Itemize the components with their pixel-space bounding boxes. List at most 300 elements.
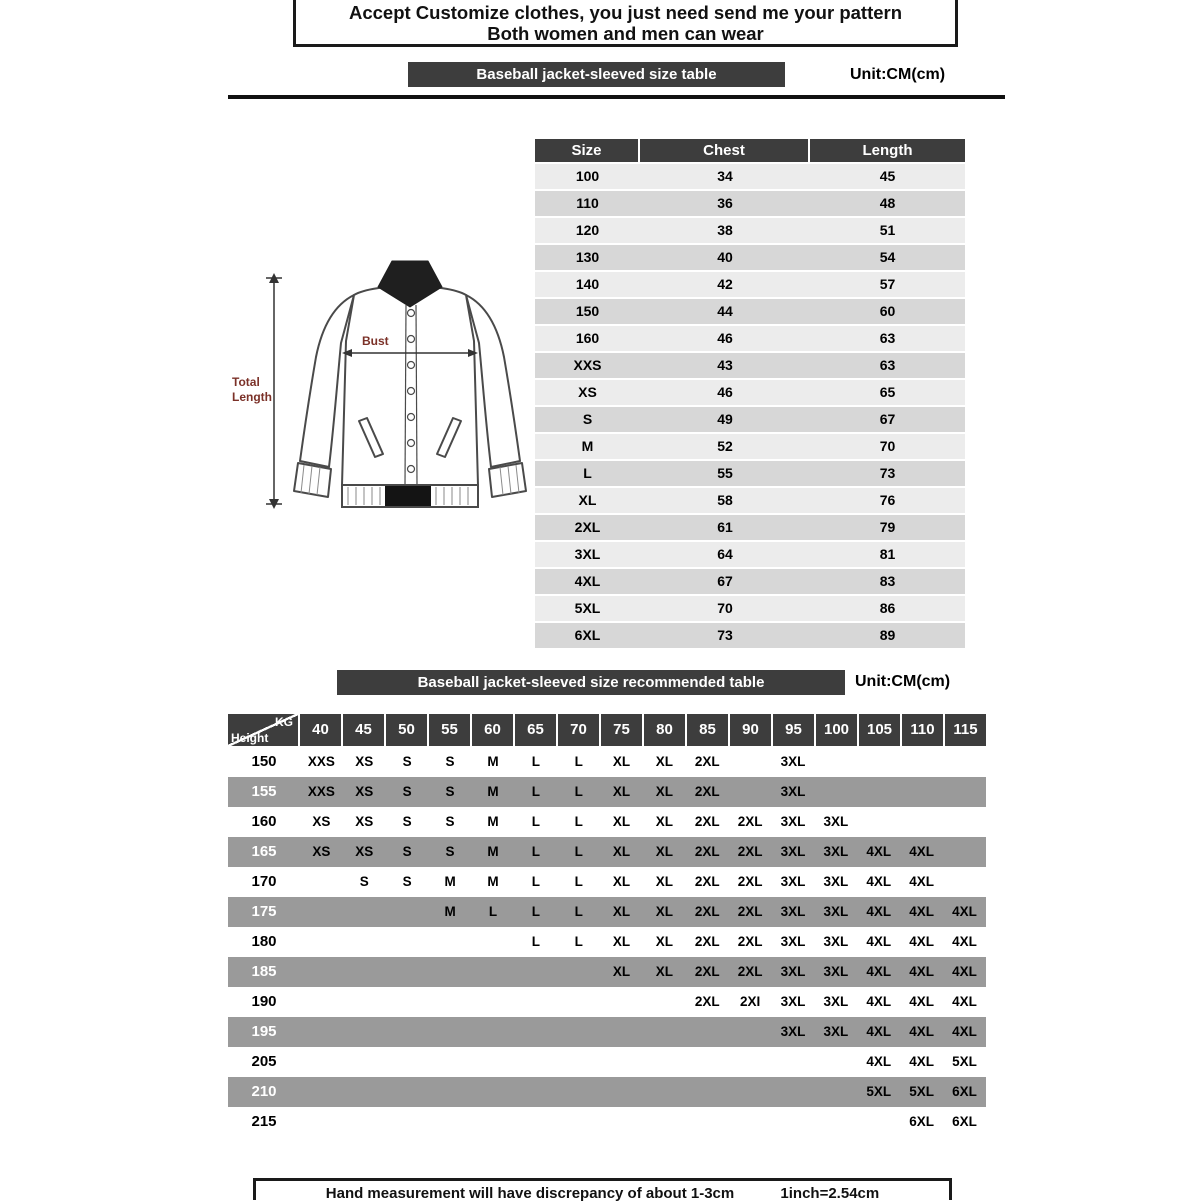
reco-table-cell: 3XL bbox=[823, 904, 849, 919]
reco-table-cell bbox=[386, 987, 429, 1017]
size-table-cell: 64 bbox=[717, 546, 733, 562]
reco-table-cell: 4XL bbox=[866, 994, 892, 1009]
size-table-cell: 60 bbox=[879, 303, 896, 319]
reco-table-kg-header: 75 bbox=[601, 714, 644, 746]
reco-table-cell: 4XL bbox=[952, 964, 977, 979]
reco-table-cell bbox=[429, 1017, 472, 1047]
reco-table-cell: L bbox=[574, 904, 583, 919]
size-table-cell: 86 bbox=[879, 600, 896, 616]
reco-table-corner-cell bbox=[228, 714, 298, 746]
reco-table-cell: XL bbox=[655, 754, 674, 769]
size-table-cell: 140 bbox=[575, 276, 600, 292]
reco-table-row bbox=[228, 957, 986, 987]
reco-table-cell: 2XL bbox=[694, 814, 720, 829]
reco-table-cell: 3XL bbox=[780, 964, 806, 979]
reco-table-cell: L bbox=[531, 934, 540, 949]
reco-table-cell bbox=[514, 1077, 557, 1107]
reco-table-kg-header: 85 bbox=[687, 714, 730, 746]
size-table-cell: 3XL bbox=[574, 546, 601, 562]
reco-table-cell bbox=[472, 1017, 515, 1047]
reco-table-cell: L bbox=[574, 814, 583, 829]
reco-table-cell: M bbox=[444, 904, 456, 919]
reco-table-cell bbox=[472, 1077, 515, 1107]
size-table-row bbox=[535, 623, 965, 648]
reco-table-cell bbox=[300, 957, 343, 987]
reco-table-row bbox=[228, 897, 986, 927]
size-table-cell: 36 bbox=[717, 195, 733, 211]
reco-table-kg-header: 110 bbox=[902, 714, 945, 746]
reco-table-cell bbox=[472, 927, 515, 957]
reco-table-cell: 2XL bbox=[694, 904, 720, 919]
reco-table-cell bbox=[300, 897, 343, 927]
reco-table-header-row bbox=[228, 714, 986, 746]
reco-table-cell: S bbox=[359, 874, 369, 889]
size-table-row bbox=[535, 542, 965, 567]
reco-table-cell: XL bbox=[655, 904, 674, 919]
reco-table-cell: 3XL bbox=[823, 934, 849, 949]
section2-title-bar bbox=[337, 670, 845, 695]
size-table-cell: XS bbox=[578, 384, 597, 400]
reco-table-cell: XL bbox=[655, 964, 674, 979]
reco-table-cell: M bbox=[444, 874, 456, 889]
reco-table-cell bbox=[815, 777, 858, 807]
size-table-cell: 67 bbox=[717, 573, 733, 589]
reco-table-cell: L bbox=[488, 904, 498, 919]
reco-table-kg-header: 70 bbox=[558, 714, 601, 746]
reco-table-kg-header: 45 bbox=[343, 714, 386, 746]
reco-table-cell: S bbox=[402, 874, 412, 889]
reco-table-cell bbox=[729, 1017, 772, 1047]
reco-table-cell: 2XL bbox=[694, 844, 720, 859]
reco-table-cell bbox=[600, 1107, 643, 1137]
size-table-row bbox=[535, 299, 965, 324]
reco-table-cell: 4XL bbox=[952, 1024, 977, 1039]
size-table-cell: XXS bbox=[573, 357, 602, 373]
reco-table-cell bbox=[472, 1107, 515, 1137]
size-table-cell: 6XL bbox=[574, 627, 601, 643]
reco-table-height-cell: 150 bbox=[251, 753, 277, 770]
reco-table-cell bbox=[300, 1077, 343, 1107]
reco-table-cell: 4XL bbox=[909, 934, 935, 949]
reco-table-cell: 2XL bbox=[737, 904, 763, 919]
reco-table-cell: 3XL bbox=[780, 874, 806, 889]
reco-table-cell bbox=[343, 927, 386, 957]
reco-table-height-cell: 165 bbox=[251, 843, 277, 860]
reco-table-cell bbox=[429, 1107, 472, 1137]
section1-title-bar bbox=[408, 62, 785, 87]
reco-table-cell: 2XL bbox=[737, 934, 763, 949]
reco-table-cell bbox=[429, 1047, 472, 1077]
reco-table-cell bbox=[643, 1047, 686, 1077]
reco-table-cell: L bbox=[574, 874, 583, 889]
size-table-row bbox=[535, 434, 965, 459]
reco-table-cell bbox=[514, 1017, 557, 1047]
size-table-cell: 63 bbox=[879, 357, 896, 373]
reco-table-height-cell: 170 bbox=[251, 873, 277, 890]
reco-table-cell bbox=[900, 807, 943, 837]
section1-title: Baseball jacket-sleeved size table bbox=[476, 66, 717, 83]
reco-table-cell bbox=[815, 1077, 858, 1107]
reco-table-kg-header: 80 bbox=[644, 714, 687, 746]
reco-table-cell bbox=[600, 1047, 643, 1077]
reco-table-cell: L bbox=[531, 904, 540, 919]
reco-table-cell: 4XL bbox=[866, 1024, 892, 1039]
reco-table-cell bbox=[900, 747, 943, 777]
reco-table-cell: 2XL bbox=[694, 784, 720, 799]
reco-table-cell: XL bbox=[612, 934, 631, 949]
reco-table-cell: XL bbox=[612, 964, 631, 979]
reco-table-cell: S bbox=[402, 844, 412, 859]
reco-table-height-cell: 155 bbox=[251, 783, 277, 800]
size-table-cell: 70 bbox=[879, 438, 896, 454]
size-table-cell: 120 bbox=[575, 222, 600, 238]
size-recommended-table bbox=[228, 714, 986, 1137]
reco-table-row bbox=[228, 777, 986, 807]
reco-table-row bbox=[228, 987, 986, 1017]
size-table-cell: 52 bbox=[717, 438, 733, 454]
reco-table-cell bbox=[514, 1107, 557, 1137]
reco-table-cell: L bbox=[574, 934, 583, 949]
reco-table-cell bbox=[300, 927, 343, 957]
size-table-cell: 40 bbox=[717, 249, 733, 265]
reco-table-cell bbox=[686, 1017, 729, 1047]
size-table-row bbox=[535, 515, 965, 540]
size-table-cell: 65 bbox=[879, 384, 896, 400]
size-table-cell: 55 bbox=[717, 465, 733, 481]
total-length-label-line1: Total bbox=[232, 375, 260, 389]
reco-table-cell bbox=[643, 1107, 686, 1137]
reco-table-cell: 3XL bbox=[780, 904, 806, 919]
size-table-cell: 67 bbox=[879, 411, 896, 427]
reco-table-cell: M bbox=[487, 784, 499, 799]
reco-table-cell bbox=[857, 1107, 900, 1137]
reco-table-cell: XXS bbox=[307, 784, 335, 799]
size-table-cell: 5XL bbox=[574, 600, 601, 616]
reco-table-cell: S bbox=[445, 844, 455, 859]
corner-height-label: Height bbox=[231, 731, 269, 745]
reco-table-kg-header: 60 bbox=[472, 714, 515, 746]
section1-unit-label: Unit:CM(cm) bbox=[850, 66, 946, 83]
size-table-cell: 76 bbox=[879, 492, 896, 508]
reco-table-cell: 2XL bbox=[737, 814, 763, 829]
size-table-cell: 89 bbox=[879, 627, 896, 643]
size-table-cell: 49 bbox=[717, 411, 733, 427]
reco-table-cell: XL bbox=[612, 874, 631, 889]
divider-line bbox=[228, 95, 1005, 99]
reco-table-kg-header: 95 bbox=[773, 714, 816, 746]
reco-table-cell: 5XL bbox=[866, 1084, 892, 1099]
reco-table-cell bbox=[686, 1047, 729, 1077]
reco-table-cell bbox=[857, 747, 900, 777]
reco-table-cell: L bbox=[574, 754, 583, 769]
reco-table-cell: XL bbox=[612, 904, 631, 919]
reco-table-cell bbox=[300, 867, 343, 897]
reco-table-row bbox=[228, 1017, 986, 1047]
hem-dark-patch bbox=[385, 486, 431, 506]
reco-table-cell: 5XL bbox=[952, 1054, 977, 1069]
reco-table-cell: M bbox=[487, 754, 499, 769]
reco-table-cell bbox=[557, 1017, 600, 1047]
reco-table-cell bbox=[772, 1107, 815, 1137]
size-table-cell: 46 bbox=[717, 384, 733, 400]
reco-table-cell bbox=[300, 1047, 343, 1077]
reco-table-cell: 4XL bbox=[866, 964, 892, 979]
reco-table-kg-header: 65 bbox=[515, 714, 558, 746]
bottom-note-box bbox=[253, 1178, 952, 1200]
reco-table-height-cell: 195 bbox=[251, 1023, 277, 1040]
reco-table-cell bbox=[343, 1077, 386, 1107]
reco-table-cell bbox=[429, 987, 472, 1017]
reco-table-cell bbox=[300, 1017, 343, 1047]
size-table-cell: M bbox=[581, 438, 594, 454]
reco-table-kg-header: 90 bbox=[730, 714, 773, 746]
size-table-cell: 57 bbox=[879, 276, 896, 292]
reco-table-cell bbox=[857, 777, 900, 807]
reco-table-cell: 4XL bbox=[952, 994, 977, 1009]
reco-table-cell: L bbox=[531, 874, 540, 889]
reco-table-cell bbox=[943, 747, 986, 777]
reco-table-row bbox=[228, 747, 986, 777]
size-table-cell: 34 bbox=[717, 168, 733, 184]
size-table-cell: 4XL bbox=[574, 573, 601, 589]
reco-table-cell bbox=[943, 837, 986, 867]
reco-table-cell: 3XL bbox=[780, 754, 806, 769]
reco-table-cell: 2XL bbox=[694, 754, 720, 769]
reco-table-cell: 3XL bbox=[823, 814, 849, 829]
reco-table-cell bbox=[343, 897, 386, 927]
reco-table-cell: 2XL bbox=[694, 874, 720, 889]
measurement-note: Hand measurement will have discrepancy of about 1-3cm bbox=[325, 1185, 735, 1202]
reco-table-cell bbox=[729, 1047, 772, 1077]
reco-table-cell: XL bbox=[655, 844, 674, 859]
reco-table-cell bbox=[729, 1077, 772, 1107]
reco-table-cell: 4XL bbox=[866, 844, 892, 859]
reco-table-row bbox=[228, 837, 986, 867]
reco-table-cell: 3XL bbox=[823, 844, 849, 859]
size-table-cell: 150 bbox=[575, 303, 600, 319]
reco-table-height-cell: 215 bbox=[251, 1113, 277, 1130]
top-note-line1: Accept Customize clothes, you just need send me your pattern bbox=[348, 2, 903, 23]
reco-table-cell bbox=[772, 1077, 815, 1107]
reco-table-height-cell: 210 bbox=[251, 1083, 277, 1100]
jacket-measurement-diagram bbox=[222, 245, 567, 555]
size-table-row bbox=[535, 164, 965, 189]
reco-table-cell bbox=[729, 1107, 772, 1137]
reco-table-cell: 3XL bbox=[780, 844, 806, 859]
size-table-cell: 130 bbox=[575, 249, 600, 265]
reco-table-cell: XL bbox=[655, 874, 674, 889]
size-table-header-chest: Chest bbox=[640, 139, 808, 162]
reco-table-cell bbox=[729, 747, 772, 777]
reco-table-cell bbox=[386, 1077, 429, 1107]
reco-table-cell: 3XL bbox=[823, 874, 849, 889]
reco-table-cell bbox=[300, 1107, 343, 1137]
reco-table-cell: 4XL bbox=[909, 874, 935, 889]
reco-table-cell: 2XL bbox=[694, 934, 720, 949]
reco-table-cell: XL bbox=[612, 814, 631, 829]
size-table-row bbox=[535, 407, 965, 432]
inch-conversion-note: 1inch=2.54cm bbox=[780, 1185, 880, 1202]
size-table-row bbox=[535, 569, 965, 594]
reco-table-cell bbox=[429, 927, 472, 957]
total-length-label-line2: Length bbox=[232, 390, 272, 404]
reco-table-height-cell: 185 bbox=[251, 963, 277, 980]
size-table-cell: 83 bbox=[879, 573, 896, 589]
reco-table-cell bbox=[429, 957, 472, 987]
reco-table-cell: 3XL bbox=[823, 994, 849, 1009]
reco-table-cell bbox=[300, 987, 343, 1017]
reco-table-cell: 2XL bbox=[694, 994, 720, 1009]
reco-table-cell: 4XL bbox=[866, 1054, 892, 1069]
reco-table-cell bbox=[600, 1017, 643, 1047]
reco-table-cell bbox=[943, 867, 986, 897]
size-table-cell: 38 bbox=[717, 222, 733, 238]
reco-table-row bbox=[228, 1047, 986, 1077]
reco-table-cell bbox=[343, 1047, 386, 1077]
size-table-cell: S bbox=[582, 411, 593, 427]
reco-table-cell: XL bbox=[655, 784, 674, 799]
size-table-cell: 81 bbox=[879, 546, 896, 562]
reco-table-cell bbox=[643, 1077, 686, 1107]
reco-table-kg-header: 40 bbox=[300, 714, 343, 746]
size-table-cell: 2XL bbox=[574, 519, 601, 535]
reco-table-cell bbox=[472, 987, 515, 1017]
reco-table-cell bbox=[514, 957, 557, 987]
reco-table-cell bbox=[815, 747, 858, 777]
reco-table-cell: 4XL bbox=[909, 994, 935, 1009]
size-table-cell: 58 bbox=[717, 492, 733, 508]
reco-table-cell bbox=[386, 1017, 429, 1047]
size-table-cell: 63 bbox=[879, 330, 896, 346]
reco-table-cell: 4XL bbox=[952, 934, 977, 949]
reco-table-cell bbox=[557, 1107, 600, 1137]
size-table-cell: 73 bbox=[717, 627, 733, 643]
reco-table-cell: 4XL bbox=[866, 874, 892, 889]
reco-table-cell: L bbox=[531, 784, 540, 799]
reco-table-cell: S bbox=[445, 784, 455, 799]
reco-table-cell: 3XL bbox=[780, 1024, 806, 1039]
reco-table-cell bbox=[514, 987, 557, 1017]
reco-table-cell: L bbox=[531, 814, 540, 829]
reco-table-cell: 2XL bbox=[694, 964, 720, 979]
size-table-row bbox=[535, 461, 965, 486]
reco-table-cell bbox=[386, 927, 429, 957]
reco-table-height-cell: 180 bbox=[251, 933, 277, 950]
reco-table-cell bbox=[386, 1107, 429, 1137]
reco-table-cell: XS bbox=[355, 754, 374, 769]
reco-table-cell: XS bbox=[355, 844, 374, 859]
reco-table-cell bbox=[472, 957, 515, 987]
size-table-cell: 44 bbox=[717, 303, 733, 319]
reco-table-cell: XS bbox=[355, 784, 374, 799]
reco-table-cell: 4XL bbox=[866, 934, 892, 949]
reco-table-cell: 6XL bbox=[909, 1114, 935, 1129]
size-table-cell: 48 bbox=[879, 195, 896, 211]
reco-table-cell: 6XL bbox=[952, 1114, 977, 1129]
reco-table-cell: XL bbox=[612, 754, 631, 769]
reco-table-cell: 2XL bbox=[737, 964, 763, 979]
size-table-row bbox=[535, 596, 965, 621]
reco-table-cell bbox=[686, 1077, 729, 1107]
reco-table-cell: 3XL bbox=[823, 964, 849, 979]
size-table-cell: 54 bbox=[879, 249, 896, 265]
reco-table-kg-header: 105 bbox=[859, 714, 902, 746]
reco-table-cell bbox=[815, 1107, 858, 1137]
reco-table-cell: 4XL bbox=[909, 1054, 935, 1069]
size-table-cell: 79 bbox=[879, 519, 896, 535]
reco-table-cell: XL bbox=[612, 784, 631, 799]
reco-table-row bbox=[228, 1077, 986, 1107]
reco-table-cell: XL bbox=[655, 814, 674, 829]
top-note-line2: Both women and men can wear bbox=[487, 23, 764, 44]
reco-table-cell: M bbox=[487, 814, 499, 829]
reco-table-cell: 3XL bbox=[780, 784, 806, 799]
reco-table-cell bbox=[900, 777, 943, 807]
reco-table-cell: 3XL bbox=[823, 1024, 849, 1039]
section2-title: Baseball jacket-sleeved size recommended table bbox=[417, 674, 765, 691]
size-table-cell: 46 bbox=[717, 330, 733, 346]
size-table-cell: L bbox=[583, 465, 592, 481]
size-table-cell: 73 bbox=[879, 465, 896, 481]
size-table bbox=[535, 139, 965, 650]
reco-table-cell: L bbox=[574, 784, 583, 799]
reco-table-cell: 6XL bbox=[952, 1084, 977, 1099]
reco-table-cell: XS bbox=[312, 844, 331, 859]
size-table-row bbox=[535, 326, 965, 351]
reco-table-cell bbox=[343, 1017, 386, 1047]
size-table-row bbox=[535, 191, 965, 216]
reco-table-cell bbox=[429, 1077, 472, 1107]
reco-table-cell: M bbox=[487, 844, 499, 859]
reco-table-cell bbox=[943, 777, 986, 807]
reco-table-cell: 2XL bbox=[737, 844, 763, 859]
size-table-cell: 61 bbox=[717, 519, 733, 535]
reco-table-cell: 4XL bbox=[866, 904, 892, 919]
reco-table-cell: 4XL bbox=[909, 904, 935, 919]
reco-table-cell: S bbox=[445, 754, 455, 769]
size-table-row bbox=[535, 245, 965, 270]
size-table-row bbox=[535, 272, 965, 297]
size-table-header-row bbox=[535, 139, 965, 162]
reco-table-cell bbox=[557, 957, 600, 987]
reco-table-cell: M bbox=[487, 874, 499, 889]
reco-table-cell: 2XI bbox=[740, 994, 761, 1009]
reco-table-cell bbox=[643, 987, 686, 1017]
reco-table-cell bbox=[772, 1047, 815, 1077]
size-table-cell: 100 bbox=[575, 168, 600, 184]
reco-table-cell: 2XL bbox=[737, 874, 763, 889]
reco-table-height-cell: 160 bbox=[251, 813, 277, 830]
reco-table-cell bbox=[514, 1047, 557, 1077]
size-table-cell: 45 bbox=[879, 168, 896, 184]
size-table-header-size: Size bbox=[535, 139, 638, 162]
reco-table-cell bbox=[343, 1107, 386, 1137]
reco-table-cell bbox=[557, 987, 600, 1017]
reco-table-kg-header: 55 bbox=[429, 714, 472, 746]
section2-unit-label: Unit:CM(cm) bbox=[855, 673, 951, 690]
reco-table-cell: XL bbox=[612, 844, 631, 859]
reco-table-cell bbox=[386, 957, 429, 987]
reco-table-cell: 4XL bbox=[909, 1024, 935, 1039]
reco-table-cell: 3XL bbox=[780, 994, 806, 1009]
reco-table-cell: 3XL bbox=[780, 814, 806, 829]
reco-table-kg-header: 115 bbox=[945, 714, 986, 746]
reco-table-cell: XL bbox=[655, 934, 674, 949]
reco-table-row bbox=[228, 1107, 986, 1137]
reco-table-cell bbox=[343, 957, 386, 987]
reco-table-row bbox=[228, 927, 986, 957]
size-table-row bbox=[535, 218, 965, 243]
